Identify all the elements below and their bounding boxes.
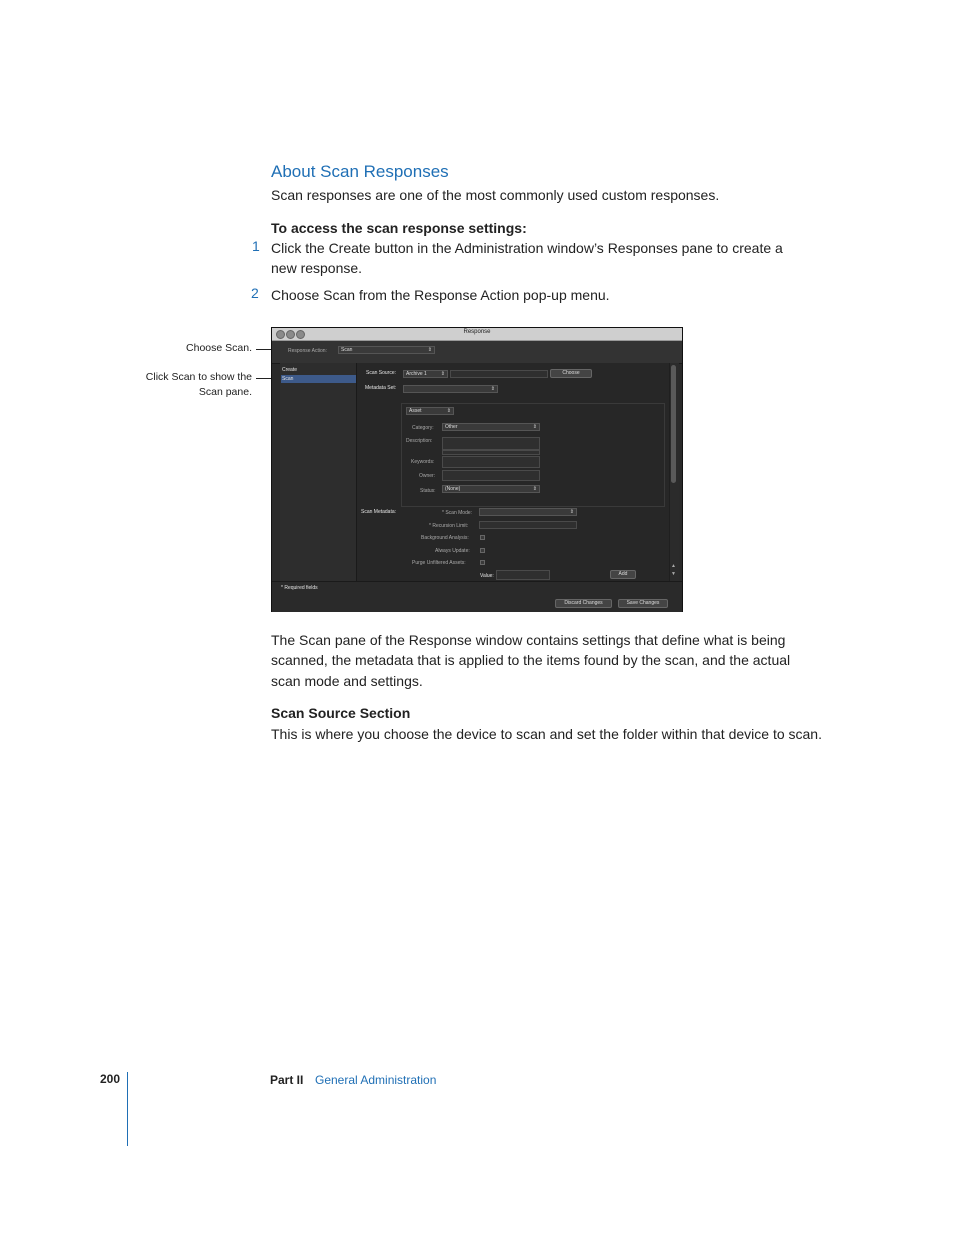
scrollbar-thumb[interactable] [671,365,676,483]
description-field[interactable] [442,437,540,450]
response-action-label: Response Action: [288,348,327,354]
window-bottom-bar [272,581,682,612]
section-title: About Scan Responses [271,162,449,181]
step-1-line-1: Click the Create button in the Administration window’s Responses pane to create a [271,240,783,256]
value-field[interactable] [496,570,550,580]
procedure-title: To access the scan response settings: [271,220,527,236]
background-analysis-label: Background Analysis: [421,535,469,541]
window-title: Response [463,329,491,335]
scan-metadata-label: Scan Metadata: [361,509,397,515]
popup-arrows-icon: ⇕ [532,486,537,492]
scan-mode-popup[interactable] [479,508,577,516]
recursion-limit-label: * Recursion Limit: [429,523,469,529]
scan-source-path-field[interactable] [450,370,548,378]
response-action-popup[interactable] [338,346,435,354]
step-number-1: 1 [252,238,260,254]
callout-choose-scan: Choose Scan. [186,342,252,354]
para-line-3: scan mode and settings. [271,673,423,689]
scroll-down-arrow-icon[interactable]: ▼ [671,571,676,577]
popup-arrows-icon: ⇕ [440,371,445,377]
metadata-set-popup[interactable] [403,385,498,393]
sidebar-item-scan[interactable]: Scan [281,375,356,383]
status-value: (None) [445,486,461,492]
popup-arrows-icon: ⇕ [446,408,451,414]
category-popup[interactable] [442,423,540,431]
scan-source-value: Archive 1 [406,371,427,377]
add-button[interactable]: Add [610,570,636,579]
category-value: Other [445,424,458,430]
response-window-screenshot [271,327,683,612]
response-action-value: Scan [341,347,353,353]
step-2-text: Choose Scan from the Response Action pop-up menu. [271,287,610,303]
status-label: Status: [420,488,436,494]
callout-click-scan-1: Click Scan to show the [145,371,252,383]
purge-unfiltered-checkbox[interactable] [480,560,485,565]
para-line-2: scanned, the metadata that is applied to the items found by the scan, and the actual [271,652,791,668]
responses-sidebar [280,363,357,581]
description-label: Description: [406,438,433,444]
callout-click-scan-2: Scan pane. [198,386,252,398]
asset-value: Asset [409,408,422,414]
popup-arrows-icon: ⇕ [490,386,495,392]
scan-mode-label: * Scan Mode: [442,510,473,516]
footer-part: Part II [270,1073,304,1087]
purge-unfiltered-label: Purge Unfiltered Assets: [412,560,466,566]
category-label: Category: [412,425,434,431]
window-titlebar [272,328,682,341]
value-label: Value: [480,573,494,579]
para-line-1: The Scan pane of the Response window contains settings that define what is being [271,632,786,648]
subsection-heading: Scan Source Section [271,705,411,721]
background-analysis-checkbox[interactable] [480,535,485,540]
owner-field[interactable] [442,470,540,481]
scroll-up-arrow-icon[interactable]: ▲ [671,563,676,569]
description-field-extra [442,450,540,455]
response-action-row [272,341,682,364]
metadata-set-label: Metadata Set: [365,385,397,391]
scan-source-label: Scan Source: [366,370,397,376]
keywords-label: Keywords: [411,459,435,465]
footer-rule [127,1072,128,1146]
popup-arrows-icon: ⇕ [569,509,574,515]
popup-arrows-icon: ⇕ [427,347,432,353]
recursion-limit-field[interactable] [479,521,577,529]
sidebar-item-create[interactable]: Create [282,367,298,373]
keywords-field[interactable] [442,456,540,468]
scan-source-popup[interactable] [403,370,448,378]
asset-popup[interactable] [406,407,454,415]
footer-section-link[interactable]: General Administration [315,1073,437,1087]
owner-label: Owner: [419,473,436,479]
subsection-body: This is where you choose the device to scan and set the folder within that device to scan. [271,726,822,742]
always-update-checkbox[interactable] [480,548,485,553]
required-fields-note: * Required fields [281,585,318,591]
discard-changes-button[interactable]: Discard Changes [555,599,612,608]
page-number: 200 [100,1072,121,1086]
scan-pane-scrollbar[interactable] [669,363,679,581]
save-changes-button[interactable]: Save Changes [618,599,668,608]
step-number-2: 2 [251,285,259,301]
always-update-label: Always Update: [435,548,470,554]
choose-button[interactable]: Choose [550,369,592,378]
status-popup[interactable] [442,485,540,493]
step-1-line-2: new response. [271,260,363,276]
intro-text: Scan responses are one of the most commonly used custom responses. [271,187,720,203]
popup-arrows-icon: ⇕ [532,424,537,430]
